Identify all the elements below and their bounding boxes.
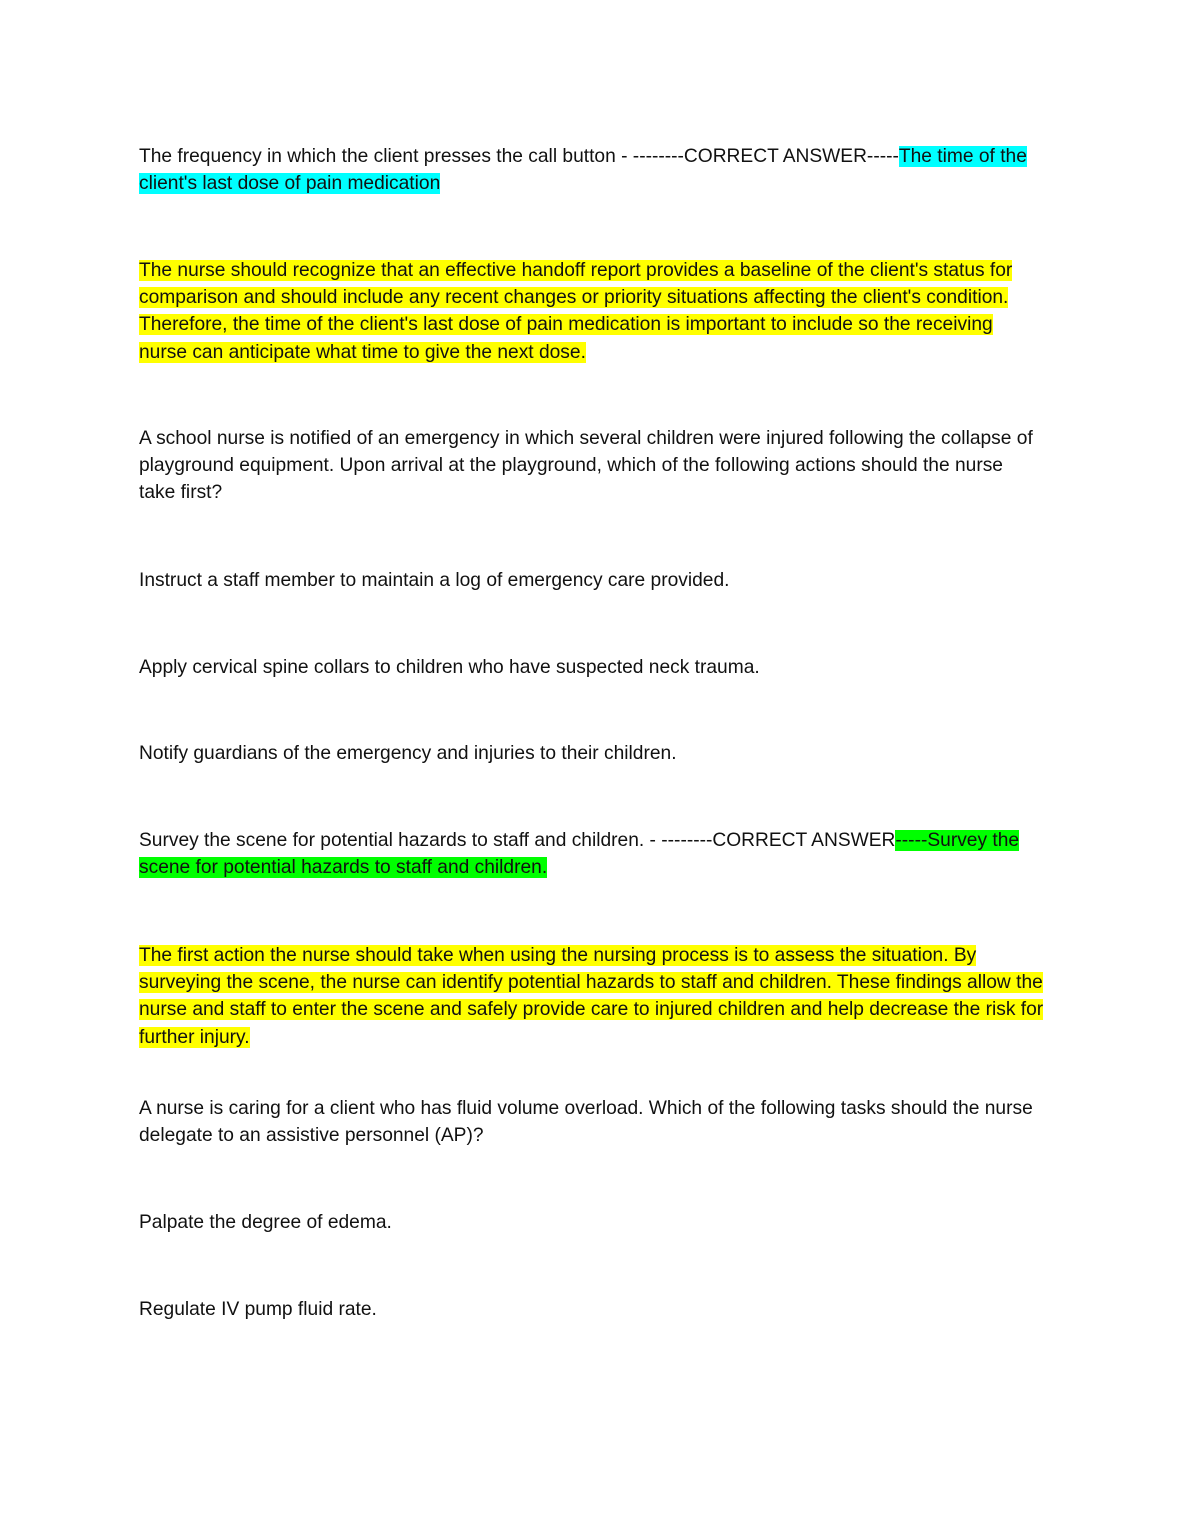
answer-line-2 [139, 827, 1044, 881]
correct-answer-highlight: -----Survey the scene for potential hazards to staff and children. [139, 830, 1020, 879]
rationale-1 [139, 257, 1044, 366]
option-2b: Apply cervical spine collars to children who have suspected neck trauma. [139, 657, 760, 678]
answer-line-1 [139, 143, 1044, 197]
rationale-highlight: The first action the nurse should take when using the nursing process is to assess the situation. By surveying the scene, the nurse can identify potential hazards to staff and children. These findings allow the nurse and staff to enter the scene and safely provide care to injured children and help decrease the risk for further injury. [139, 945, 1044, 1048]
rationale-2 [139, 942, 1044, 1051]
option-3b: Regulate IV pump fluid rate. [139, 1299, 377, 1320]
option-with-answer-marker: Survey the scene for potential hazards to staff and children. - --------CORRECT ANSWER [139, 830, 896, 851]
option-3a: Palpate the degree of edema. [139, 1212, 392, 1233]
option-with-answer-marker: The frequency in which the client presses the call button - --------CORRECT ANSWER----- [139, 146, 899, 167]
correct-answer-highlight: The time of the client's last dose of pain medication [139, 146, 1027, 195]
question-3: A nurse is caring for a client who has fluid volume overload. Which of the following tasks should the nurse delegate to an assistive personnel (AP)? [139, 1098, 1033, 1147]
rationale-highlight: The nurse should recognize that an effective handoff report provides a baseline of the client's status for comparison and should include any recent changes or priority situations affecting the client's condition. Therefore, the time of the client's last dose of pain medication is important to include so the receiving nurse can anticipate what time to give the next dose. [139, 260, 1013, 363]
option-2a: Instruct a staff member to maintain a log of emergency care provided. [139, 570, 730, 591]
question-2: A school nurse is notified of an emergency in which several children were injured following the collapse of playground equipment. Upon arrival at the playground, which of the following actions should the nurse take first? [139, 428, 1033, 504]
option-2c: Notify guardians of the emergency and injuries to their children. [139, 743, 677, 764]
